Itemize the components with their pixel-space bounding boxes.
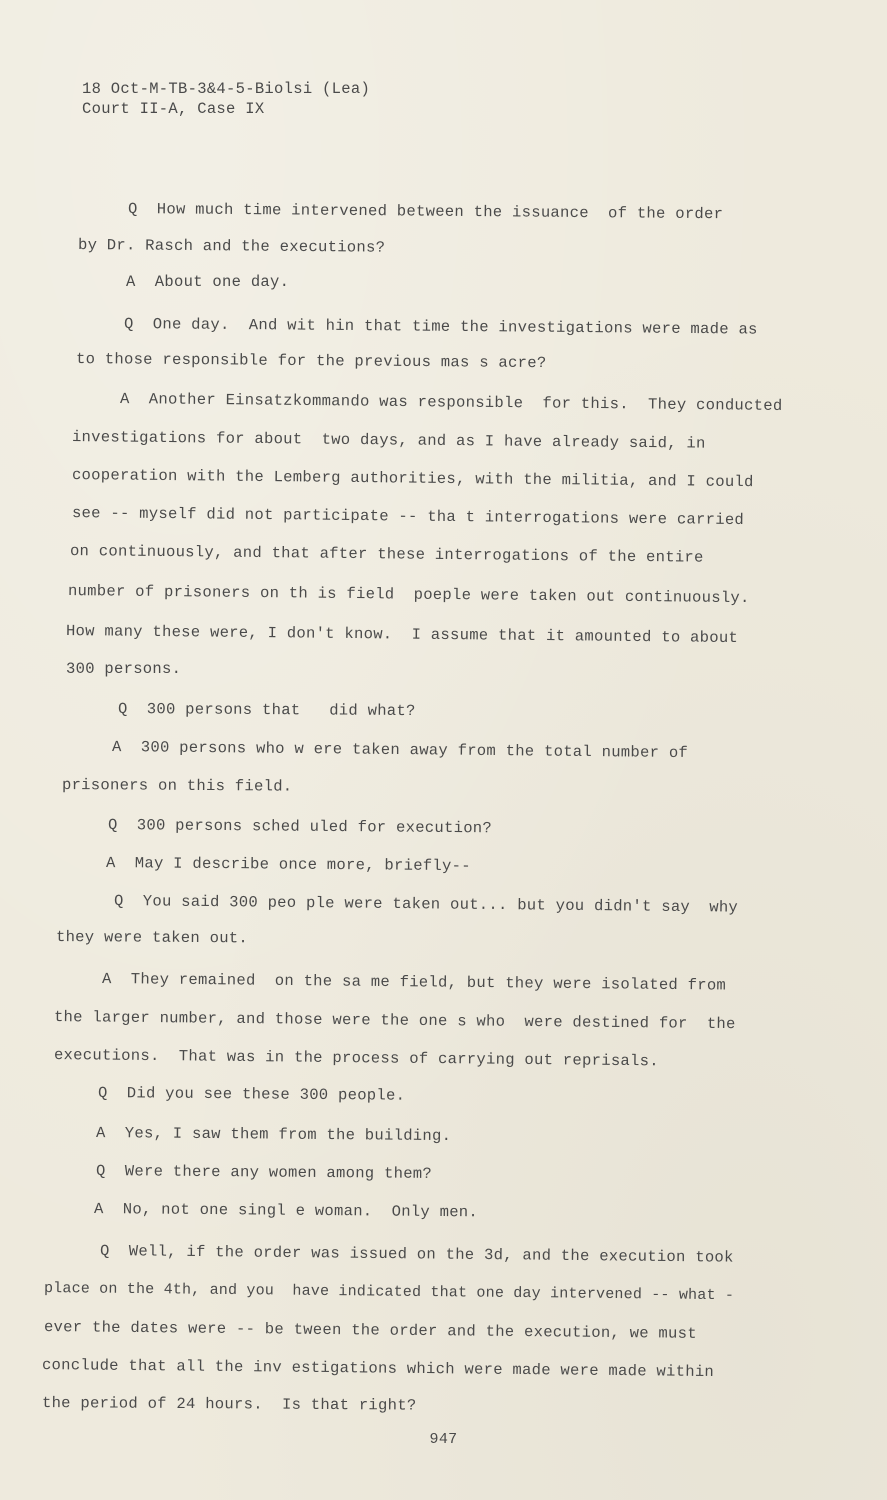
transcript-line: they were taken out. [55, 928, 249, 948]
transcript-line: the larger number, and those were the one s who were destined for the [53, 1008, 736, 1034]
transcript-line: place on the 4th, and you have indicated that one day intervened -- what - [43, 1280, 735, 1305]
page-number: 947 [429, 1431, 458, 1448]
transcript-line: How many these were, I don't know. I assume that it amounted to about [65, 622, 739, 648]
transcript-line: Q How much time intervened between the issuance of the order [127, 200, 724, 224]
transcript-line: Q Were there any women among them? [95, 1162, 433, 1183]
header-docket-line: 18 Oct-M-TB-3&4-5-Biolsi (Lea) [82, 80, 371, 98]
transcript-line: Q One day. And wit hin that time the investigations were made as [123, 315, 758, 339]
transcript-line: cooperation with the Lemberg authorities, with the militia, and I could [71, 466, 754, 492]
transcript-line: A May I describe once more, briefly-- [105, 854, 471, 876]
transcript-line: A 300 persons who w ere taken away from the total number of [111, 738, 689, 763]
transcript-line: investigations for about two days, and as I have already said, in [71, 428, 706, 453]
header-court-line: Court II-A, Case IX [82, 100, 265, 118]
transcript-line: executions. That was in the process of carrying out reprisals. [53, 1046, 659, 1071]
transcript-line: Q 300 persons that did what? [117, 700, 416, 721]
transcript-line: Q 300 persons sched uled for execution? [107, 816, 493, 838]
transcript-line: by Dr. Rasch and the executions? [77, 236, 386, 257]
transcript-line: the period of 24 hours. Is that right? [41, 1394, 417, 1415]
transcript-line: ever the dates were -- be tween the order and the execution, we must [43, 1318, 697, 1343]
transcript-line: Q Did you see these 300 people. [97, 1084, 406, 1105]
transcript-line: A Yes, I saw them from the building. [95, 1124, 452, 1146]
transcript-line: conclude that all the inv estigations which were made were made within [41, 1356, 715, 1382]
transcript-line: prisoners on this field. [61, 776, 293, 796]
transcript-line: to those responsible for the previous mas s acre? [75, 350, 547, 373]
transcript-line: see -- myself did not participate -- tha t interrogations were carried [71, 504, 745, 530]
transcript-line: Q Well, if the order was issued on the 3d, and the execution took [99, 1242, 734, 1267]
transcript-line: A About one day. [126, 273, 290, 291]
transcript-line: A No, not one singl e woman. Only men. [93, 1200, 479, 1222]
transcript-line: on continuously, and that after these interrogations of the entire [69, 542, 704, 567]
transcript-line: A They remained on the sa me field, but they were isolated from [101, 970, 727, 995]
transcript-line: 300 persons. [66, 660, 182, 678]
transcript-line: Q You said 300 peo ple were taken out... but you didn't say why [113, 892, 739, 917]
transcript-line: number of prisoners on th is field poeple were taken out continuously. [67, 582, 750, 608]
transcript-line: A Another Einsatzkommando was responsible for this. They conducted [119, 390, 783, 415]
